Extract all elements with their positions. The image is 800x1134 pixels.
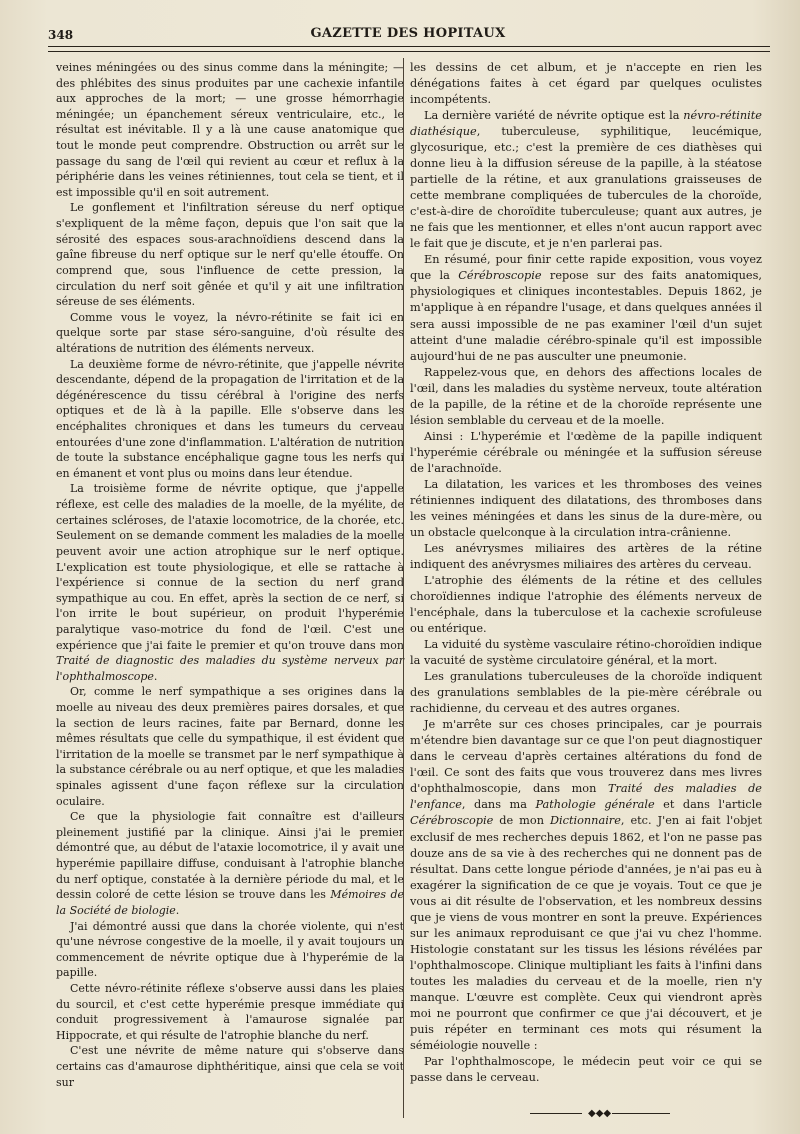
book-title: Traité de diagnostic des maladies du système nerveux par l'ophthalmoscope [56, 654, 404, 683]
paragraph-text: La dernière variété de névrite optique est la [424, 109, 684, 123]
paragraph: La viduité du système vasculaire rétino-choroïdien indique la vacuité de système circulatoire général, et la mort. [410, 638, 762, 668]
paragraph [410, 252, 762, 364]
ornament-glyph: ◆◆◆ [588, 1108, 612, 1119]
paragraph-text: de mon [493, 814, 550, 828]
header-rule [48, 46, 770, 52]
paragraph-text: Je m'arrête sur ces choses principales, car je pourrais m'étendre bien davantage sur ce que l'on peut diagnostiquer dans le cerveau d'après certaines altérations du fond de l'œil. Ce sont des faits que vous trouverez dans mes livres d'ophthalmoscopie, dans mon [410, 718, 762, 796]
paragraph: Or, comme le nerf sympathique a ses origines dans la moelle au niveau des deux premières paires dorsales, et que la section de leurs racines, faite par Bernard, donne les mêmes résultats que celle du sympathique, il est évident que l'irritation de la moelle se transmet par le nerf sympathique à la substance cérébrale ou au nerf optique, et que les maladies spinales agissent d'une façon réflexe sur la circulation oculaire. [56, 685, 404, 808]
paragraph: L'atrophie des éléments de la rétine et des cellules choroïdiennes indique l'atrophie des éléments nerveux de l'encéphale, dans la tuberculose et la cachexie scrofuleuse ou entérique. [410, 574, 762, 636]
column-divider [403, 58, 404, 1118]
paragraph-text: La troisième forme de névrite optique, que j'appelle réflexe, est celle des maladies de la moelle, de la myélite, de certaines scléroses, de l'ataxie locomotrice, de la chorée, etc. Seulement on se demande comment les maladies de la moelle peuvent avoir une action atrophique sur le nerf optique. L'explication est toute physiologique, et elle se rattache à l'expérience si connue de la section du nerf grand sympathique au cou. En effet, après la section de ce nerf, si l'on irrite le bout supérieur, on produit l'hyperémie paralytique vaso-motrice du fond de l'œil. C'est une expérience que j'ai faite le premier et qu'on trouve dans mon [56, 482, 404, 652]
left-column [56, 60, 404, 1090]
book-title: Mémoires de la Société de biologie [56, 888, 405, 917]
paragraph: veines méningées ou des sinus comme dans la méningite; — des phlébites des sinus produites par une cachexie infantile aux approches de la mort; — une grosse hémorrhagie méningée; un épanchement séreux ventriculaire, etc., le résultat est inévitable. Il y a là une cause anatomique que tout le monde peut comprendre. Obstruction ou arrêt sur le passage du sang de l'œil qui revient au cœur et reflux à la périphérie dans les veines rétiniennes, tout cela se tient, et il est impossible qu'il en soit autrement. [56, 61, 404, 199]
paragraph: les dessins de cet album, et je n'accepte en rien les dénégations faites à cet égard par quelques oculistes incompétents. [410, 61, 762, 107]
term: Cérébroscopie [458, 269, 542, 283]
paragraph [410, 717, 762, 1054]
page-number: 348 [48, 28, 74, 42]
paragraph: La deuxième forme de névro-rétinite, que j'appelle névrite descendante, dépend de la propagation de l'irritation et de la dégénérescence du tissu cérébral à l'origine des nerfs optiques et de là à la papille. Elle s'observe dans les encéphalites chroniques et dans les tumeurs du cerveau entourées d'une zone d'inflammation. L'altération de nutrition de toute la substance encéphalique gagne tous les nerfs qui en émanent et vont plus ou moins dans leur étendue. [56, 357, 404, 480]
ornament-line-left [530, 1113, 582, 1114]
paragraph: C'est une névrite de même nature qui s'observe dans certains cas d'amaurose diphthéritique, ainsi que cela se voit sur [56, 1044, 404, 1089]
book-title: Cérébroscopie [410, 814, 494, 828]
paragraph: Les granulations tuberculeuses de la choroïde indiquent des granulations semblables de la pie-mère cérébrale ou rachidienne, du cerveau et des autres organes. [410, 670, 762, 716]
paragraph-text: et dans l'article [654, 798, 763, 812]
book-title: Traité des maladies de l'enfance [410, 782, 762, 812]
paragraph: La dilatation, les varices et les thromboses des veines rétiniennes indiquent des dilatations, des thromboses dans les veines méningées et dans les sinus de la dure-mère, ou un obstacle quelconque à la circulation intra-crânienne. [410, 477, 762, 539]
paragraph [56, 481, 404, 684]
paragraph: Ainsi : L'hyperémie et l'œdème de la papille indiquent l'hyperémie cérébrale ou méningée et la suffusion séreuse de l'arachnoïde. [410, 429, 762, 475]
paragraph-text: , etc. J'en ai fait l'objet exclusif de mes recherches depuis 1862, et l'on ne passe pas douze ans de sa vie à des recherches qui ne donnent pas de résultat. Dans cette longue période d'années, je n'ai pas eu à exagérer la signification de ce que je voyais. Tout ce que je vous ai dit résulte de l'observation, et les nombreux dessins que je viens de vous montrer en sont la preuve. Expériences sur les animaux reproduisant ce que j'ai vu chez l'homme. Histologie constatant sur les tissus les lésions révélées par l'ophthalmoscope. Clinique multipliant les faits à l'infini dans toutes les maladies du cerveau et de la moelle, rien n'y manque. L'œuvre est complète. Ceux qui viendront après moi ne pourront que confirmer ce que j'ai découvert, et je puis répéter en terminant ces mots qui résument la séméiologie nouvelle : [410, 814, 762, 1052]
running-head: GAZETTE DES HOPITAUX [310, 26, 506, 41]
paragraph [410, 108, 762, 252]
paragraph-text: repose sur des faits anatomiques, physiologiques et cliniques incontestables. Depuis 1862, je m'applique à en répandre l'usage, et dans quelques années il sera aussi impossible de ne pas examiner l'œil d'un sujet atteint d'une maladie cérébro-spinale qu'il est impossible aujourd'hui de ne pas ausculter une pneumonie. [410, 269, 762, 363]
paragraph: Cette névro-rétinite réflexe s'observe aussi dans les plaies du sourcil, et c'est cette hyperémie presque immédiate qui conduit progressivement à l'amaurose signalée par Hippocrate, et qui résulte de l'atrophie blanche du nerf. [56, 981, 404, 1042]
right-column [410, 60, 762, 1086]
paragraph: J'ai démontré aussi que dans la chorée violente, qui n'est qu'une névrose congestive de la moelle, il y avait toujours un commencement de névrite optique due à l'hyperémie de la papille. [56, 919, 404, 980]
paragraph: Le gonflement et l'infiltration séreuse du nerf optique s'expliquent de la même façon, depuis que l'on sait que la sérosité des espaces sous-arachnoïdiens descend dans la gaîne fibreuse du nerf optique sur le nerf qu'elle étouffe. On comprend que, sous l'influence de cette pression, la circulation du nerf soit gênée et qu'il y ait une infiltration séreuse de ses éléments. [56, 201, 404, 309]
ornament-line-right [612, 1113, 670, 1114]
paragraph: Les anévrysmes miliaires des artères de la rétine indiquent des anévrysmes miliaires des artères du cerveau. [410, 541, 762, 571]
book-title: Pathologie générale [535, 798, 655, 812]
term: névro-rétinite diathésique [410, 109, 762, 139]
paragraph: Rappelez-vous que, en dehors des affections locales de l'œil, dans les maladies du système nerveux, toute altération de la papille, de la rétine et de la choroïde représente une lésion semblable du cerveau et de la moelle. [410, 365, 762, 427]
book-title: Dictionnaire [549, 814, 621, 828]
paragraph-text: , dans ma [461, 798, 536, 812]
paragraph: Par l'ophthalmoscope, le médecin peut voir ce qui se passe dans le cerveau. [410, 1054, 762, 1084]
paragraph-text: . [175, 903, 180, 917]
end-ornament [530, 1108, 670, 1120]
paragraph-text: , tuberculeuse, syphilitique, leucémique, glycosurique, etc.; c'est la première de ces diathèses qui donne lieu à la diffusion séreuse de la papille, à la stéatose partielle de la rétine, et aux granulations graisseuses de cette membrane compliquées de tubercules de la choroïde, c'est-à-dire de choroïdite tuberculeuse; quant aux autres, je ne fais que les mentionner, et elles n'ont aucun rapport avec le fait que je discute, et je n'en parlerai pas. [410, 125, 762, 251]
paragraph-text: . [153, 669, 158, 683]
paragraph [56, 809, 404, 918]
paragraph-text: En résumé, pour finir cette rapide exposition, vous voyez que la [410, 253, 762, 283]
paragraph-text: Ce que la physiologie fait connaître est d'ailleurs pleinement justifié par la clinique. Ainsi j'ai le premier démontré que, au début de l'ataxie locomotrice, il y avait une hyperémie papillaire diffuse, conduisant à l'atrophie blanche du nerf optique, constatée à la dernière période du mal, et le dessin coloré de cette lésion se trouve dans les [56, 810, 404, 902]
paragraph: Comme vous le voyez, la névro-rétinite se fait ici en quelque sorte par stase séro-sanguine, d'où résulte des altérations de nutrition des éléments nerveux. [56, 310, 404, 355]
